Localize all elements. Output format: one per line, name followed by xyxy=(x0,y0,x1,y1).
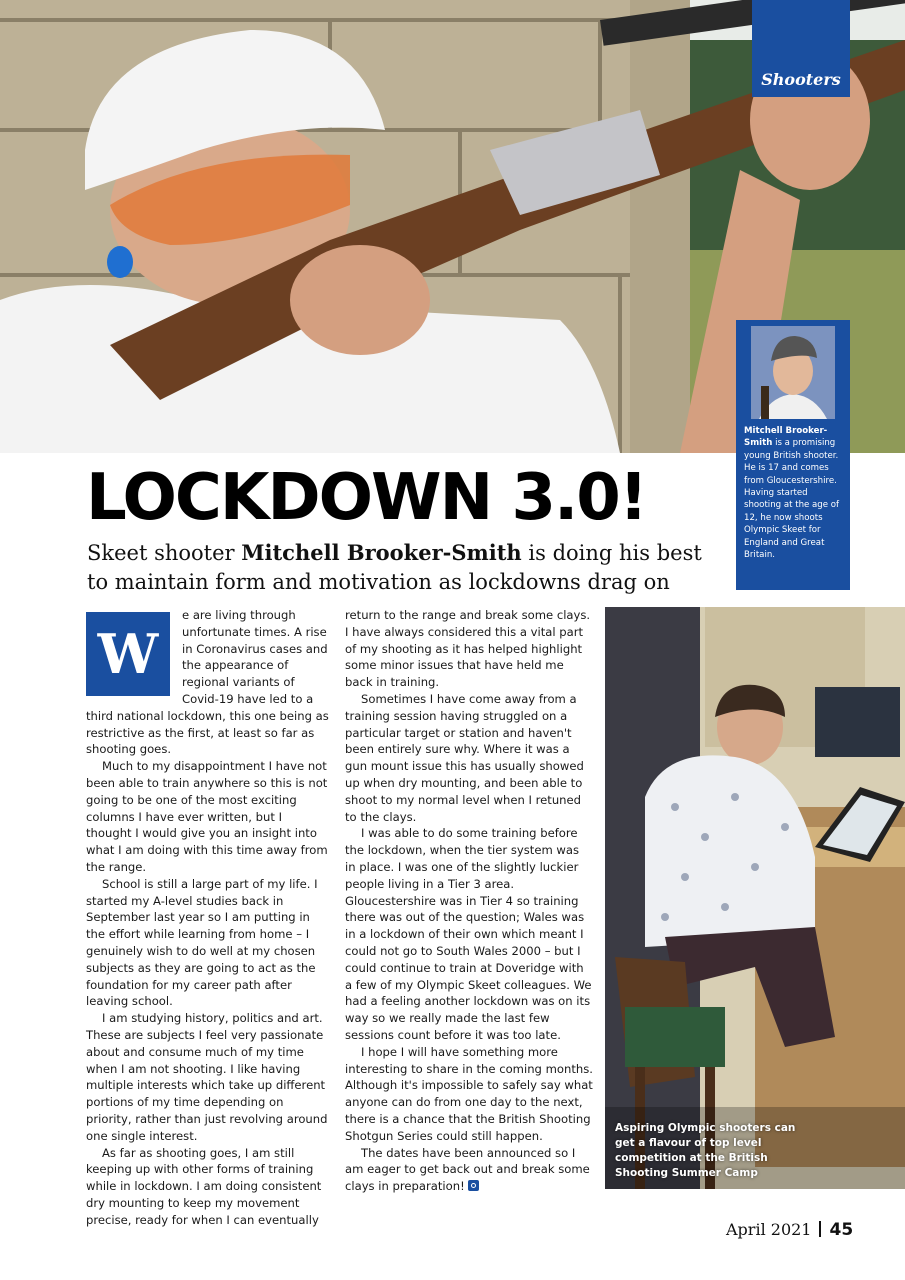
issue-date: April 2021 xyxy=(726,1220,812,1239)
end-mark-icon xyxy=(468,1180,479,1191)
author-name: Mitchell Brooker-Smith xyxy=(744,426,828,449)
paragraph: e are living through unfortunate times. A rise in Coronavirus cases and the appearance of regional variants of Covid-19 have led to a third national lockdown, this one being as restrictive as the first, at least so far as shooting goes. xyxy=(86,608,329,757)
standfirst-pre: Skeet shooter xyxy=(87,541,242,565)
paragraph: I am studying history, politics and art. These are subjects I feel very passionate about and consume much of my time when I am not shooting. I like having multiple interests which take up different portions of my time depending on priority, rather than just revolving around one single interest. xyxy=(86,1011,328,1143)
footer-divider xyxy=(819,1221,821,1237)
paragraph: School is still a large part of my life. I started my A-level studies back in September last year so I am putting in the effort while learning from home – I genuinely wish to do well at my chosen subjects as they are going to act as the foundation for my career path after leaving school. xyxy=(86,876,318,1009)
paragraph: I hope I will have something more interesting to share in the coming months. Although it's impossible to safely say what anyone can do from one day to the next, there is a chance that the British Shooting Shotgun Series could still happen. xyxy=(345,1044,593,1143)
photo-caption: Aspiring Olympic shooters can get a flavour of top level competition at the British Shooting Summer Camp xyxy=(615,1122,796,1179)
article-column-2 xyxy=(345,607,593,1195)
author-bio xyxy=(744,425,842,561)
student-at-desk-illustration xyxy=(605,607,905,1189)
section-tag xyxy=(752,0,850,97)
author-bio-box xyxy=(736,320,850,590)
page-title: LOCKDOWN 3.0! xyxy=(86,461,646,535)
paragraph-text: The dates have been announced so I am eager to get back out and break some clays in preparation! xyxy=(345,1145,590,1194)
page-footer xyxy=(726,1219,853,1241)
paragraph: Much to my disappointment I have not been able to train anywhere so this is not going to be one of the most exciting columns I have ever written, but I thought I would give you an insight into what I am doing with this time away from the range. xyxy=(86,759,328,874)
study-photo xyxy=(605,607,905,1189)
drop-cap: W xyxy=(86,612,170,696)
section-label: Shooters xyxy=(761,70,841,89)
standfirst-name: Mitchell Brooker-Smith xyxy=(241,540,522,565)
article-column-1 xyxy=(86,607,331,1228)
author-portrait xyxy=(751,326,835,419)
paragraph-final xyxy=(345,1145,593,1195)
paragraph: return to the range and break some clays. I have always considered this a vital part of my shooting as it has helped highlight some minor issues that have held me back in training. xyxy=(345,608,591,690)
standfirst xyxy=(87,538,727,597)
paragraph: I was able to do some training before the lockdown, when the tier system was in place. I was one of the slightly luckier people living in a Tier 3 area. Gloucestershire was in Tier 4 so training there was out of the question; Wales was in a lockdown of their own which meant I could not go to South Wales 2000 – but I could continue to train at Doveridge with a few of my Olympic Skeet colleagues. We had a feeling another lockdown was on its way so we really made the last few sessions count before it was too late. xyxy=(345,826,592,1042)
standfirst-post: is doing his best to maintain form and motivation as lockdowns drag on xyxy=(87,541,702,594)
page-number: 45 xyxy=(829,1220,854,1240)
paragraph: As far as shooting goes, I am still keeping up with other forms of training while in lockdown. I am doing consistent dry mounting to keep my movement precise, ready for when I can eventually xyxy=(86,1145,322,1227)
author-description: is a promising young British shooter. He is 17 and comes from Gloucestershire. Having started shooting at the age of 12, he now shoots Olympic Skeet for England and Great Britain. xyxy=(744,438,840,561)
paragraph: Sometimes I have come away from a training session having struggled on a particular target or station and haven't been entirely sure why. Where it was a gun mount issue this has usually showed up when dry mounting, and been able to shoot to my normal level when I retuned to the clays. xyxy=(345,691,584,824)
